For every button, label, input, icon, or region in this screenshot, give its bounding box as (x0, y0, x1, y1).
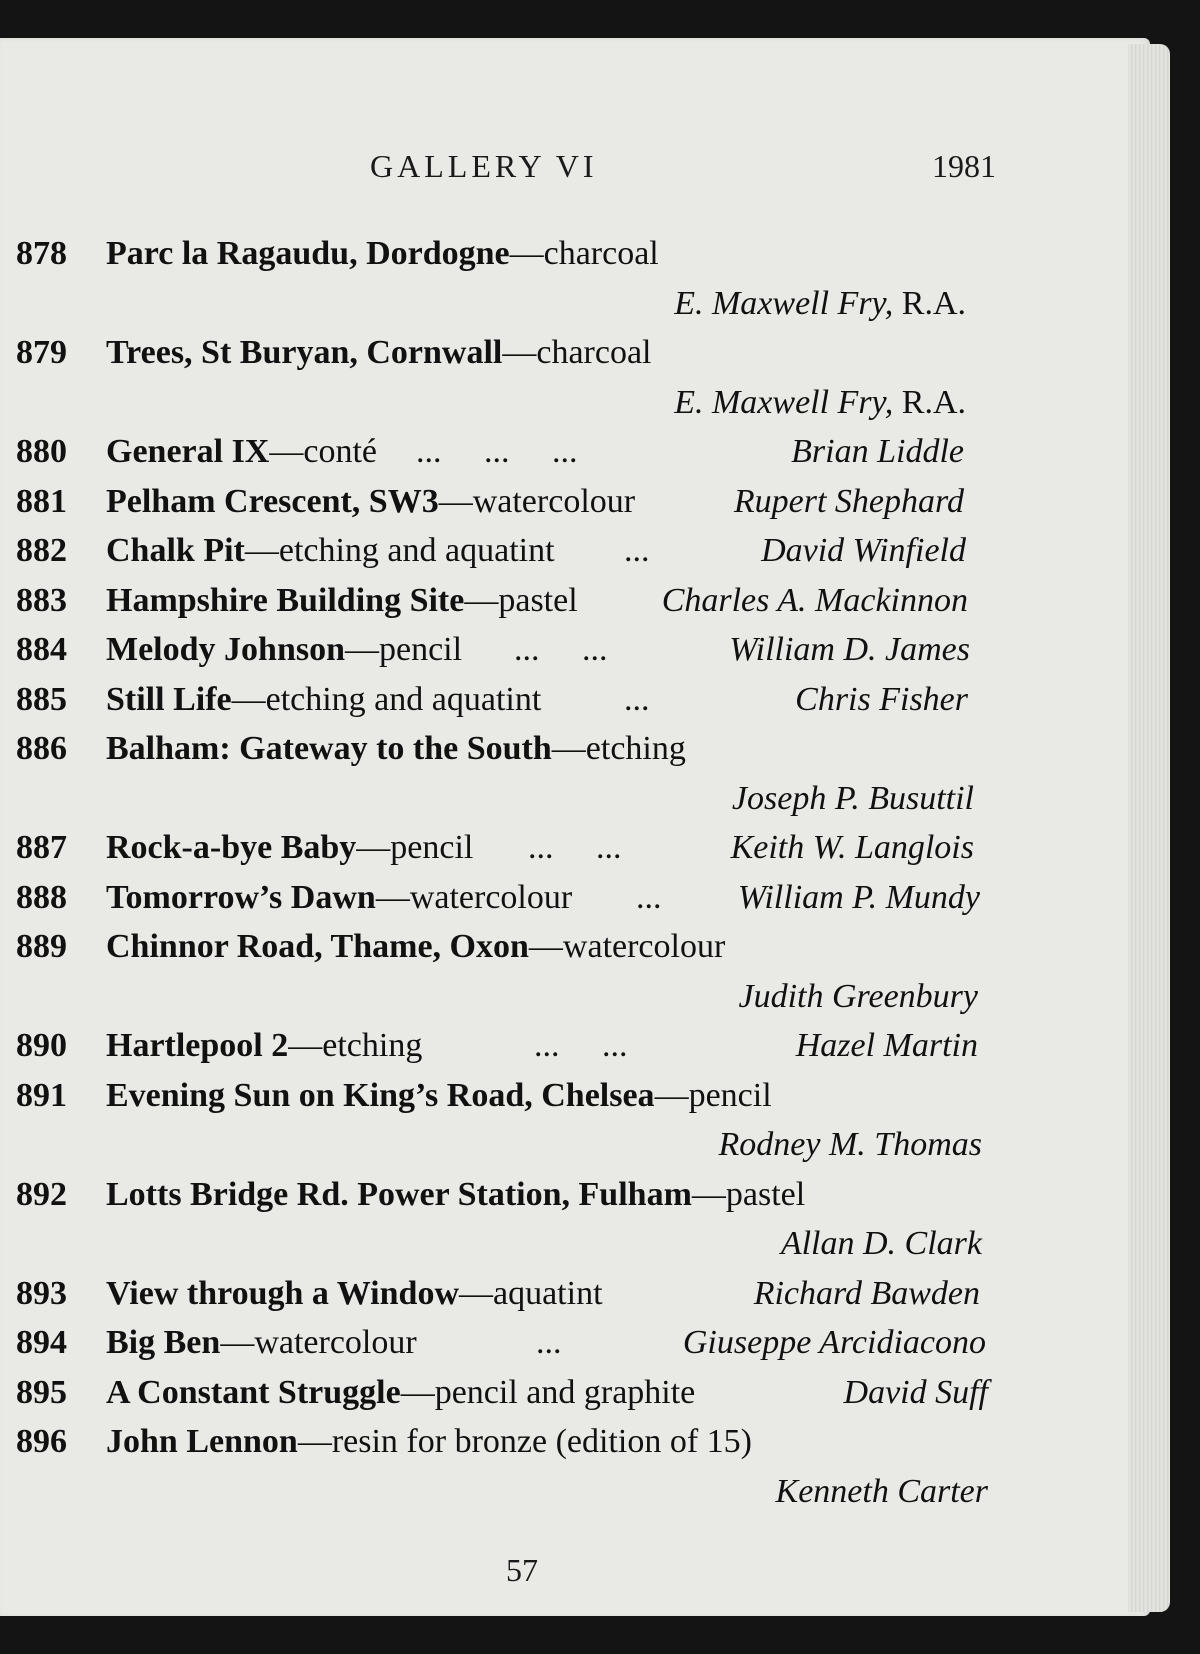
entry-medium: —pencil and graphite (400, 1373, 696, 1411)
entry-description (106, 1021, 422, 1071)
entry-number: 884 (16, 631, 67, 668)
entry-number: 881 (16, 482, 67, 520)
entry-title: John Lennon (106, 1423, 298, 1460)
artist-text: Allan D. Clark (780, 1225, 982, 1262)
entry-description (106, 1170, 805, 1220)
entry-line (16, 526, 1016, 576)
artist-honour: R.A. (893, 284, 966, 322)
entry-title: Rock-a-bye Baby (106, 829, 357, 866)
catalogue-entry (16, 873, 1016, 923)
entry-medium: —charcoal (502, 334, 652, 371)
entry-title: Evening Sun on King’s Road, Chelsea (106, 1076, 655, 1114)
artist-name (738, 873, 980, 923)
artist-text: Rupert Shephard (733, 482, 964, 520)
entry-number: 892 (16, 1175, 67, 1213)
artist-name (796, 1021, 978, 1071)
entry-description (106, 625, 462, 675)
artist-line (16, 279, 1016, 329)
artist-text: Keith W. Langlois (730, 829, 974, 866)
leader-dots: ... (624, 532, 650, 569)
artist-text: William D. James (729, 631, 970, 668)
catalogue-entries (16, 229, 1016, 1516)
leader-dots: ... (624, 680, 650, 718)
entry-line (16, 922, 1016, 972)
artist-line (16, 378, 1016, 428)
artist-name (731, 823, 974, 873)
artist-text: Hazel Martin (795, 1027, 978, 1064)
artist-text: Kenneth Carter (775, 1472, 988, 1510)
entry-title: Balham: Gateway to the South (106, 730, 552, 767)
entry-medium: —watercolour (528, 928, 726, 965)
artist-name (776, 1467, 988, 1517)
artist-name (738, 972, 978, 1022)
artist-text: Chris Fisher (795, 680, 968, 718)
entry-number: 896 (16, 1423, 67, 1460)
entry-line (16, 1170, 1016, 1220)
entry-medium: —pastel (691, 1175, 806, 1213)
artist-text: E. Maxwell Fry, (674, 284, 894, 322)
entry-medium: —charcoal (509, 235, 659, 272)
artist-text: David Suff (843, 1373, 988, 1411)
entry-line (16, 1368, 1016, 1418)
artist-name (662, 576, 968, 626)
entry-description (106, 823, 473, 873)
artist-text: William P. Mundy (737, 878, 980, 916)
entry-number: 891 (16, 1076, 67, 1114)
entry-medium: —etching (551, 730, 686, 767)
entry-description (106, 1368, 695, 1418)
artist-name (844, 1368, 988, 1418)
catalogue-entry (16, 724, 1016, 823)
artist-text: Giuseppe Arcidiacono (682, 1324, 986, 1361)
catalogue-entry (16, 1368, 1016, 1418)
entry-description (106, 873, 572, 923)
entry-number: 887 (16, 829, 67, 866)
entry-title: Melody Johnson (106, 631, 345, 668)
artist-name (683, 1318, 986, 1368)
entry-medium: —pencil (345, 631, 463, 668)
artist-line (16, 774, 1016, 824)
artist-text: Joseph P. Busuttil (731, 779, 974, 817)
artist-name (754, 1269, 980, 1319)
entry-number: 886 (16, 730, 67, 767)
entry-line (16, 427, 1016, 477)
leader-dots: ... ... ... (416, 433, 578, 470)
artist-honour: R.A. (893, 383, 966, 421)
entry-line (16, 1269, 1016, 1319)
leader-dots: ... (536, 1324, 562, 1361)
entry-medium: —pencil (356, 829, 474, 866)
catalogue-entry (16, 922, 1016, 1021)
entry-medium: —conté (269, 433, 377, 470)
artist-line (16, 1120, 1016, 1170)
entry-number: 890 (16, 1027, 67, 1064)
page-edges (1128, 44, 1170, 1612)
artist-text: Brian Liddle (791, 433, 964, 470)
artist-name (732, 774, 974, 824)
entry-number: 880 (16, 433, 67, 470)
entry-title: Hampshire Building Site (106, 581, 465, 619)
entry-title: View through a Window (106, 1274, 459, 1312)
catalogue-entry (16, 1417, 1016, 1516)
entry-number: 883 (16, 581, 67, 619)
catalogue-entry (16, 1318, 1016, 1368)
leader-dots: ... ... (514, 631, 608, 668)
catalogue-entry (16, 1170, 1016, 1269)
header-year: 1981 (932, 148, 996, 184)
entry-medium: —pastel (464, 581, 578, 619)
entry-title: A Constant Struggle (106, 1373, 401, 1411)
artist-name (734, 477, 964, 527)
entry-title: Chalk Pit (106, 532, 245, 569)
entry-description (106, 477, 635, 527)
entry-title: Parc la Ragaudu, Dordogne (106, 235, 510, 272)
artist-name (729, 625, 970, 675)
artist-text: Judith Greenbury (738, 977, 978, 1015)
entry-title: General IX (106, 433, 270, 470)
entry-number: 894 (16, 1324, 67, 1361)
artist-text: E. Maxwell Fry, (674, 383, 894, 421)
entry-title: Still Life (106, 680, 232, 718)
entry-number: 878 (16, 235, 67, 272)
catalogue-entry (16, 477, 1016, 527)
entry-title: Tomorrow’s Dawn (106, 878, 376, 916)
artist-name (791, 427, 964, 477)
catalogue-entry (16, 1071, 1016, 1170)
catalogue-entry (16, 625, 1016, 675)
entry-line (16, 1071, 1016, 1121)
artist-line (16, 1467, 1016, 1517)
artist-line (16, 972, 1016, 1022)
artist-text: Richard Bawden (753, 1274, 980, 1312)
catalogue-entry (16, 675, 1016, 725)
entry-title: Chinnor Road, Thame, Oxon (106, 928, 529, 965)
catalogue-entry (16, 1021, 1016, 1071)
entry-line (16, 1417, 1016, 1467)
entry-medium: —etching (288, 1027, 423, 1064)
entry-description (106, 576, 578, 626)
leader-dots: ... (636, 878, 662, 916)
entry-medium: —pencil (654, 1076, 772, 1114)
leader-dots: ... ... (528, 829, 622, 866)
entry-line (16, 1318, 1016, 1368)
catalogue-entry (16, 328, 1016, 427)
entry-title: Big Ben (106, 1324, 221, 1361)
entry-number: 893 (16, 1274, 67, 1312)
entry-description (106, 1071, 772, 1121)
entry-line (16, 823, 1016, 873)
entry-description (106, 526, 555, 576)
entry-medium: —resin for bronze (edition of 15) (297, 1423, 752, 1460)
entry-title: Hartlepool 2 (106, 1027, 289, 1064)
entry-number: 888 (16, 878, 67, 916)
artist-name (795, 675, 968, 725)
entry-description (106, 724, 686, 774)
entry-description (106, 229, 659, 279)
entry-description (106, 328, 652, 378)
entry-medium: —watercolour (438, 482, 636, 520)
entry-line (16, 724, 1016, 774)
artist-name (674, 378, 966, 428)
catalogue-entry (16, 229, 1016, 328)
entry-medium: —etching and aquatint (244, 532, 555, 569)
catalogue-entry (16, 823, 1016, 873)
entry-medium: —watercolour (375, 878, 573, 916)
entry-number: 879 (16, 334, 67, 371)
artist-name (781, 1219, 982, 1269)
entry-title: Lotts Bridge Rd. Power Station, Fulham (106, 1175, 692, 1213)
entry-title: Trees, St Buryan, Cornwall (106, 334, 503, 371)
artist-text: Rodney M. Thomas (718, 1126, 982, 1163)
page-header (0, 148, 1150, 188)
entry-description (106, 1269, 603, 1319)
entry-number: 895 (16, 1373, 67, 1411)
entry-medium: —aquatint (459, 1274, 603, 1312)
entry-description (106, 1318, 417, 1368)
artist-text: David Winfield (761, 532, 966, 569)
entry-description (106, 427, 377, 477)
leader-dots: ... ... (534, 1027, 628, 1064)
catalogue-entry (16, 526, 1016, 576)
entry-description (106, 922, 725, 972)
entry-description (106, 1417, 752, 1467)
entry-medium: —etching and aquatint (231, 680, 542, 718)
entry-line (16, 229, 1016, 279)
catalogue-entry (16, 427, 1016, 477)
entry-medium: —watercolour (220, 1324, 417, 1361)
entry-line (16, 675, 1016, 725)
entry-number: 882 (16, 532, 67, 569)
catalogue-entry (16, 576, 1016, 626)
entry-line (16, 625, 1016, 675)
artist-name (719, 1120, 982, 1170)
catalogue-entry (16, 1269, 1016, 1319)
entry-line (16, 477, 1016, 527)
artist-text: Charles A. Mackinnon (661, 581, 968, 619)
entry-line (16, 328, 1016, 378)
entry-title: Pelham Crescent, SW3 (106, 482, 439, 520)
gallery-title: GALLERY VI (370, 148, 598, 184)
entry-number: 885 (16, 680, 67, 718)
page-number: 57 (506, 1552, 538, 1588)
entry-line (16, 873, 1016, 923)
entry-number: 889 (16, 928, 67, 965)
artist-name (761, 526, 966, 576)
entry-line (16, 576, 1016, 626)
entry-description (106, 675, 541, 725)
artist-name (674, 279, 966, 329)
artist-line (16, 1219, 1016, 1269)
entry-line (16, 1021, 1016, 1071)
